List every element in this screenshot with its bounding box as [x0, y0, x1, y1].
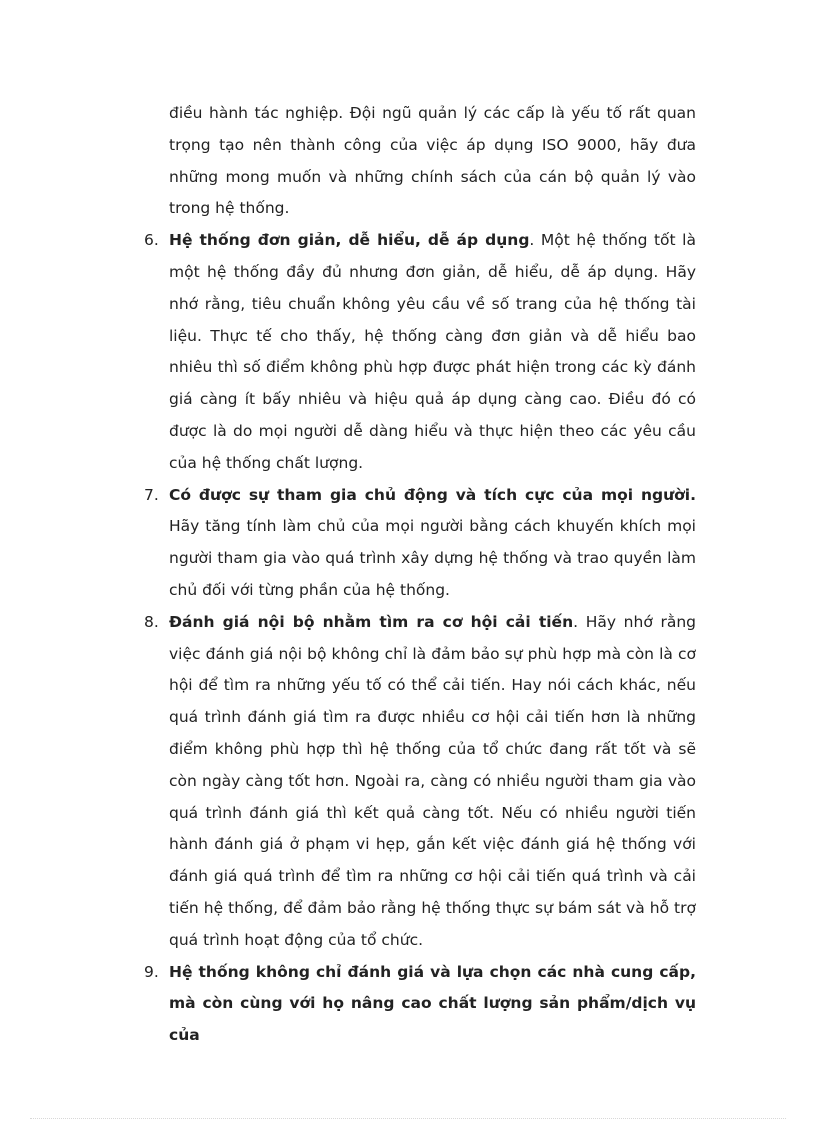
list-number: 8. [144, 612, 159, 631]
list-item-heading: Có được sự tham gia chủ động và tích cực của mọi người. [169, 485, 696, 504]
list-item-7 [144, 480, 696, 607]
document-body [144, 98, 696, 1052]
list-item-body: . Hãy nhớ rằng việc đánh giá nội bộ không chỉ là đảm bảo sự phù hợp mà còn là cơ hội để tìm ra những yếu tố có thể cải tiến. Hay nói cách khác, nếu quá trình đánh giá tìm ra được nhiều cơ hội cải tiến hơn là những điểm không phù hợp thì hệ thống của tổ chức đang rất tốt và sẽ còn ngày càng tốt hơn. Ngoài ra, càng có nhiều người tham gia vào quá trình đánh giá thì kết quả càng tốt. Nếu có nhiều người tiến hành đánh giá ở phạm vi hẹp, gắn kết việc đánh giá hệ thống với đánh giá quá trình để tìm ra những cơ hội cải tiến quá trình và cải tiến hệ thống, để đảm bảo rằng hệ thống thực sự bám sát và hỗ trợ quá trình hoạt động của tổ chức. [169, 612, 696, 949]
list-item-8 [144, 607, 696, 957]
list-item-heading: Đánh giá nội bộ nhằm tìm ra cơ hội cải tiến [169, 612, 574, 631]
page-bottom-border [30, 1118, 786, 1119]
list-item-heading: Hệ thống đơn giản, dễ hiểu, dễ áp dụng [169, 231, 530, 250]
list-item-6 [144, 225, 696, 479]
list-number: 6. [144, 231, 159, 250]
list-item-body: . Một hệ thống tốt là một hệ thống đầy đủ nhưng đơn giản, dễ hiểu, dễ áp dụng. Hãy nhớ rằng, tiêu chuẩn không yêu cầu về số trang của hệ thống tài liệu. Thực tế cho thấy, hệ thống càng đơn giản và dễ hiểu bao nhiêu thì số điểm không phù hợp được phát hiện trong các kỳ đánh giá càng ít bấy nhiêu và hiệu quả áp dụng càng cao. Điều đó có được là do mọi người dễ dàng hiểu và thực hiện theo các yêu cầu của hệ thống chất lượng. [169, 231, 696, 472]
list-number: 9. [144, 962, 159, 981]
intro-paragraph: điều hành tác nghiệp. Đội ngũ quản lý các cấp là yếu tố rất quan trọng tạo nên thành công của việc áp dụng ISO 9000, hãy đưa những mong muốn và những chính sách của cán bộ quản lý vào trong hệ thống. [169, 104, 696, 218]
list-item-body: Hãy tăng tính làm chủ của mọi người bằng cách khuyến khích mọi người tham gia vào quá trình xây dựng hệ thống và trao quyền làm chủ đối với từng phần của hệ thống. [169, 517, 696, 599]
list-item-9 [144, 957, 696, 1052]
list-item-heading: Hệ thống không chỉ đánh giá và lựa chọn các nhà cung cấp, mà còn cùng với họ nâng cao chất lượng sản phẩm/dịch vụ của [169, 962, 696, 1045]
list-number: 7. [144, 485, 159, 504]
